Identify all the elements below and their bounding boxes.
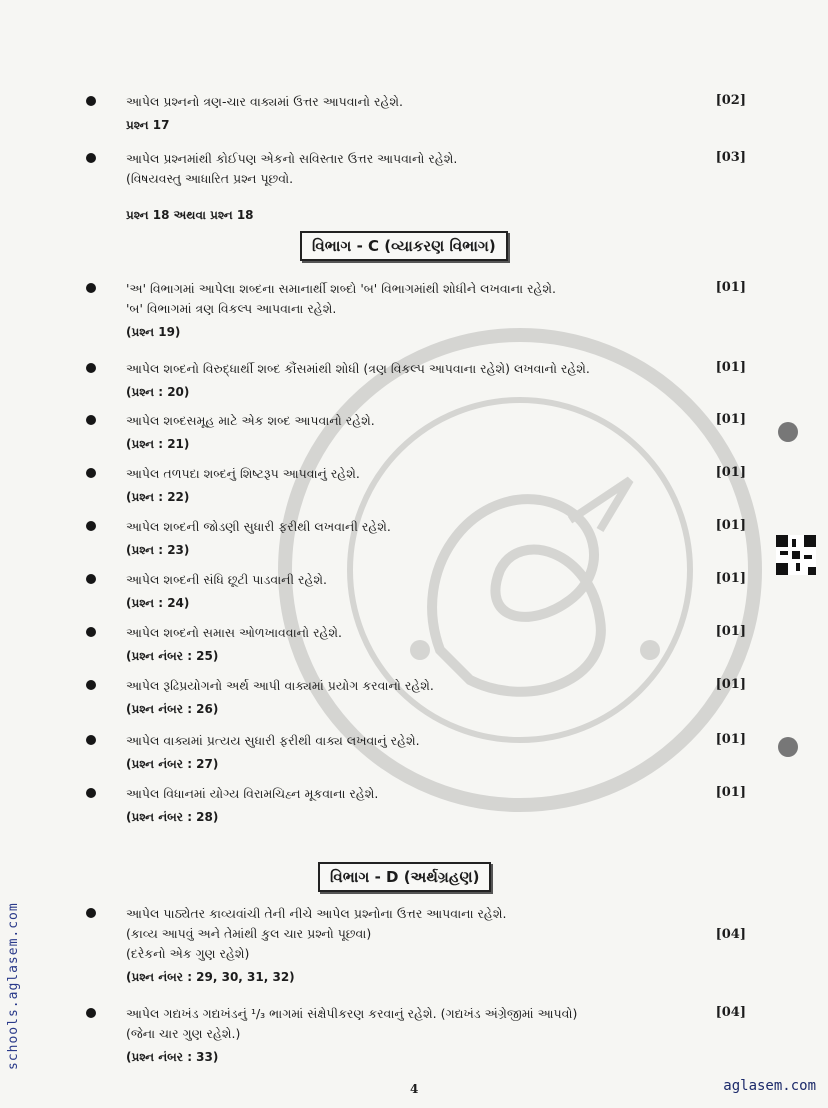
bullet-icon	[86, 574, 96, 584]
instruction-text: (દરેકનો એક ગુણ રહેશે)	[126, 946, 250, 961]
bullet-icon	[86, 1008, 96, 1018]
bullet-icon	[86, 788, 96, 798]
bullet-icon	[86, 415, 96, 425]
instruction-text: આપેલ પાઠ્યેતર કાવ્યવાંચી તેની નીચે આપેલ પ્રશ્નોના ઉત્તર આપવાના રહેશે.	[126, 906, 507, 921]
marks-badge: [01]	[715, 518, 746, 533]
marks-badge: [03]	[715, 150, 746, 165]
bullet-icon	[86, 96, 96, 106]
bullet-icon	[86, 468, 96, 478]
question-number: (પ્રશ્ન નંબર : 33)	[126, 1050, 219, 1064]
hole-punch-bottom	[778, 737, 798, 757]
instruction-text: આપેલ શબ્દની સંધિ છૂટી પાડવાની રહેશે.	[126, 572, 327, 587]
instruction-text: (જેના ચાર ગુણ રહેશે.)	[126, 1026, 241, 1041]
instruction-text: આપેલ શબ્દનો વિરુદ્ધાર્થી શબ્દ કૌંસમાંથી શોધી (ત્રણ વિકલ્પ આપવાના રહેશે) લખવાનો રહેશે.	[126, 361, 590, 376]
marks-badge: [01]	[715, 785, 746, 800]
instruction-text: આપેલ ગદ્યખંડ ગદ્યખંડનું ¹/₃ ભાગમાં સંક્ષેપીકરણ કરવાનું રહેશે. (ગદ્યખંડ અંગ્રેજીમાં આપવો)	[126, 1006, 578, 1021]
section-d-title: વિભાગ - D (અર્થગ્રહણ)	[318, 862, 491, 892]
instruction-text: આપેલ શબ્દનો સમાસ ઓળખાવવાનો રહેશે.	[126, 625, 343, 640]
instruction-text: 'બ' વિભાગમાં ત્રણ વિકલ્પ આપવાના રહેશે.	[126, 301, 337, 316]
question-number: પ્રશ્ન 17	[126, 118, 170, 132]
question-number: (પ્રશ્ન : 20)	[126, 385, 190, 399]
marks-badge: [04]	[715, 1005, 746, 1020]
marks-badge: [01]	[715, 360, 746, 375]
page-number: 4	[410, 1082, 419, 1096]
instruction-text: આપેલ શબ્દની જોડણી સુધારી ફરીથી લખવાની રહેશે.	[126, 519, 391, 534]
marks-badge: [04]	[715, 927, 746, 942]
question-number: (પ્રશ્ન : 24)	[126, 596, 190, 610]
side-watermark: schools.aglasem.com	[6, 902, 21, 1070]
instruction-text: આપેલ પ્રશ્નનો ત્રણ-ચાર વાક્યમાં ઉત્તર આપવાનો રહેશે.	[126, 94, 403, 109]
marks-badge: [01]	[715, 624, 746, 639]
q18-label: પ્રશ્ન 18 અથવા પ્રશ્ન 18	[126, 208, 254, 222]
instruction-text: 'અ' વિભાગમાં આપેલા શબ્દના સમાનાર્થી શબ્દો 'બ' વિભાગમાંથી શોધીને લખવાના રહેશે.	[126, 281, 557, 296]
question-number: (પ્રશ્ન નંબર : 29, 30, 31, 32)	[126, 970, 295, 984]
bullet-icon	[86, 363, 96, 373]
footer-brand: aglasem.com	[723, 1078, 816, 1094]
marks-badge: [01]	[715, 677, 746, 692]
bullet-icon	[86, 627, 96, 637]
bullet-icon	[86, 153, 96, 163]
bullet-icon	[86, 908, 96, 918]
marks-badge: [01]	[715, 280, 746, 295]
marks-badge: [01]	[715, 412, 746, 427]
marks-badge: [01]	[715, 465, 746, 480]
marks-badge: [01]	[715, 571, 746, 586]
marks-badge: [02]	[715, 93, 746, 108]
question-number: (પ્રશ્ન નંબર : 26)	[126, 702, 219, 716]
question-number: (પ્રશ્ન નંબર : 28)	[126, 810, 219, 824]
instruction-text: આપેલ પ્રશ્નમાંથી કોઈપણ એકનો સવિસ્તાર ઉત્તર આપવાનો રહેશે.	[126, 151, 458, 166]
instruction-text: (કાવ્ય આપવું અને તેમાંથી કુલ ચાર પ્રશ્નો પૂછવા)	[126, 926, 372, 941]
qr-code-icon	[776, 535, 816, 575]
section-c-title: વિભાગ - C (વ્યાકરણ વિભાગ)	[300, 231, 508, 261]
instruction-text: આપેલ રૂઢિપ્રયોગનો અર્થ આપી વાક્યમાં પ્રયોગ કરવાનો રહેશે.	[126, 678, 434, 693]
instruction-text: આપેલ વિધાનમાં યોગ્ય વિરામચિહ્ન મૂકવાના રહેશે.	[126, 786, 379, 801]
bullet-icon	[86, 680, 96, 690]
instruction-text: આપેલ વાક્યમાં પ્રત્યય સુધારી ફરીથી વાક્ય લખવાનું રહેશે.	[126, 733, 420, 748]
marks-badge: [01]	[715, 732, 746, 747]
question-number: (પ્રશ્ન : 22)	[126, 490, 190, 504]
instruction-text: (વિષયવસ્તુ આધારિત પ્રશ્ન પૂછવો.	[126, 171, 294, 186]
bullet-icon	[86, 283, 96, 293]
hole-punch-top	[778, 422, 798, 442]
question-number: (પ્રશ્ન : 23)	[126, 543, 190, 557]
question-number: (પ્રશ્ન 19)	[126, 325, 181, 339]
instruction-text: આપેલ તળપદા શબ્દનું શિષ્ટરૂપ આપવાનું રહેશે.	[126, 466, 360, 481]
question-number: (પ્રશ્ન : 21)	[126, 437, 190, 451]
question-number: (પ્રશ્ન નંબર : 27)	[126, 757, 219, 771]
instruction-text: આપેલ શબ્દસમૂહ માટે એક શબ્દ આપવાનો રહેશે.	[126, 413, 375, 428]
bullet-icon	[86, 735, 96, 745]
bullet-icon	[86, 521, 96, 531]
question-number: (પ્રશ્ન નંબર : 25)	[126, 649, 219, 663]
